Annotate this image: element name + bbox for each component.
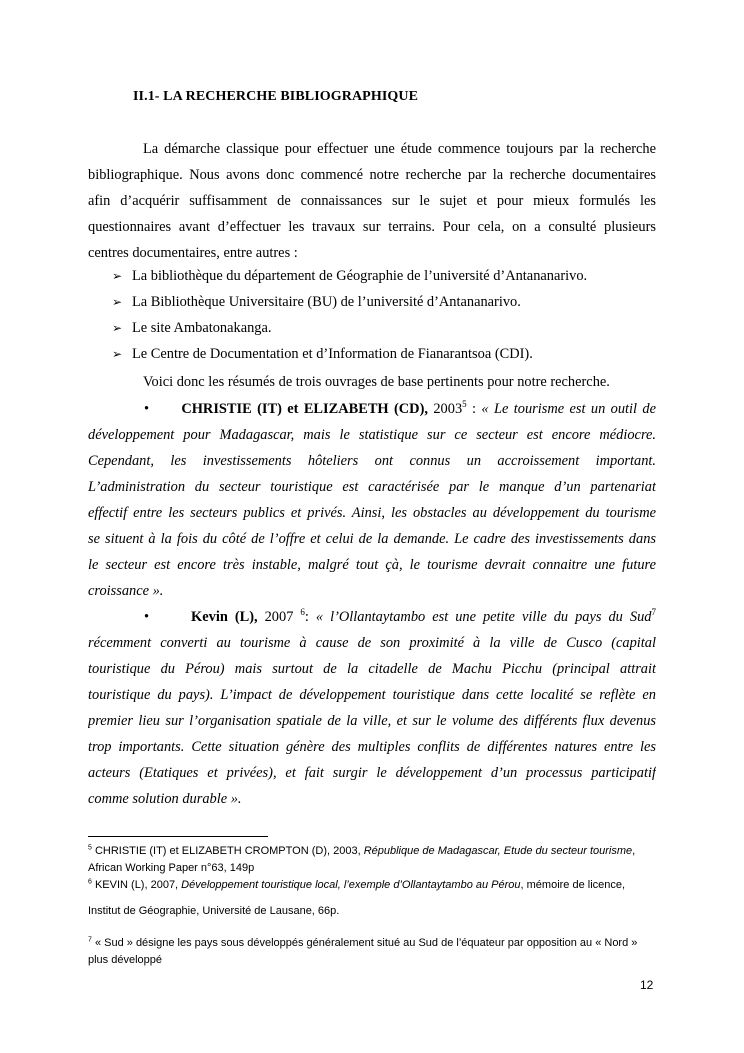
quote-line: se situent à la fois du côté de l’offre et celui de la demande. Le cadre des investissements dans (88, 531, 656, 547)
footnote-text: « Sud » désigne les pays sous développés généralement situé au Sud de l’équateur par opposition au « Nord » (91, 937, 638, 949)
footnote-number: 7 (88, 936, 92, 944)
reference-first-line (88, 396, 656, 422)
list-item (112, 289, 587, 315)
list-item-text: La Bibliothèque Universitaire (BU) de l’université d’Antananarivo. (132, 294, 521, 310)
quote-line: le secteur est encore très instable, malgré tout çà, le tourisme devrait connaitre une future (88, 557, 656, 573)
quote-line: L’administration du secteur touristique est caractérisée par le manque d’un partenariat (88, 479, 656, 495)
quote-line: touristique du pays). L’impact de développement touristique dans cette localité se reflète en (88, 687, 656, 703)
list-item (112, 263, 587, 289)
reference-authors: Kevin (L), (191, 609, 258, 625)
footnote-text: CHRISTIE (IT) et ELIZABETH CROMPTON (D), 2003, (91, 845, 364, 857)
quote-line: touristique du Pérou) mais surtout de la citadelle de Machu Picchu (principal attrait (88, 661, 656, 677)
footnote-5 (88, 843, 656, 877)
list-item-text: La bibliothèque du département de Géographie de l’université d’Antananarivo. (132, 268, 588, 284)
footnote-line: African Working Paper n°63, 149p (88, 862, 255, 874)
list-item-text: Le Centre de Documentation et d’Information de Fianarantsoa (CDI). (132, 346, 533, 362)
quote-line: acteurs (Etatiques et privées), et fait surgir le développement d’un processus participatif (88, 765, 656, 781)
arrow-bullet-icon: ➢ (112, 347, 123, 361)
footnote-line (88, 843, 656, 860)
footnote-number: 5 (88, 844, 92, 852)
quote-line: comme solution durable ». (88, 791, 242, 807)
arrow-bullet-icon: ➢ (112, 321, 123, 335)
intro-line: bibliographique. Nous avons donc commencé notre recherche par la recherche documentaires (88, 167, 656, 183)
quote-line: Cependant, les investissements hôteliers ont connus un accroissement important. (88, 453, 656, 469)
centres-list (112, 263, 587, 367)
list-item-text: Le site Ambatonakanga. (132, 320, 272, 336)
footnote-line (88, 935, 656, 952)
footnote-separator (88, 836, 268, 837)
quote-line: récemment converti au tourisme à cause de son proximité à la ville de Cusco (capital (88, 635, 656, 651)
quote-line: premier lieu sur l’organisation spatiale de la ville, et sur le volume des différents flux devenus (88, 713, 656, 729)
footnote-line (88, 877, 656, 894)
reference-quote-start: « Le tourisme est un outil de (481, 401, 656, 417)
footnote-number: 6 (88, 878, 92, 886)
footnote-ref: 5 (462, 399, 467, 410)
arrow-bullet-icon: ➢ (112, 269, 123, 283)
footnote-line: Institut de Géographie, Université de Lausane, 66p. (88, 905, 340, 917)
reference-christie (88, 396, 656, 604)
footnote-6 (88, 877, 656, 920)
arrow-bullet-icon: ➢ (112, 295, 123, 309)
footnote-ref: 7 (651, 607, 656, 618)
footnote-title: République de Madagascar, Etude du secteur tourisme (363, 845, 633, 857)
quote-line: croissance ». (88, 583, 164, 599)
quote-line: développement pour Madagascar, mais le statistique sur ce secteur est encore médiocre. (88, 427, 656, 443)
bullet: • (144, 401, 150, 417)
footnote-title: Développement touristique local, l’exemple d’Ollantaytambo au Pérou (181, 879, 521, 891)
quote-line: effectif entre les secteurs publics et privés. Ainsi, les obstacles au développement du tourisme (88, 505, 656, 521)
voici-paragraph (88, 369, 656, 395)
footnote-text: , (632, 845, 636, 857)
bullet: • (144, 609, 150, 625)
intro-line: questionnaires avant d’effectuer les travaux sur terrains. Pour cela, on a consulté plusieurs (88, 219, 656, 235)
intro-line: centres documentaires, entre autres : (88, 245, 298, 261)
section-heading: II.1- LA RECHERCHE BIBLIOGRAPHIQUE (133, 89, 419, 104)
footnote-ref: 6 (300, 607, 305, 618)
footnote-line: plus développé (88, 954, 163, 966)
footnote-7 (88, 935, 656, 969)
reference-year: 2003 (433, 401, 463, 417)
reference-first-line (88, 604, 656, 630)
reference-kevin (88, 604, 656, 812)
list-item (112, 341, 587, 367)
quote-line: trop importants. Cette situation génère des multiples conflits de différentes natures entre les (88, 739, 656, 755)
intro-line: afin d’acquérir suffisamment de connaissances sur le sujet et pour mieux formulés les (88, 193, 656, 209)
reference-quote-start: « l’Ollantaytambo est une petite ville du pays du Sud (315, 609, 652, 625)
intro-line: La démarche classique pour effectuer une étude commence toujours par la recherche (143, 141, 656, 157)
footnote-text: , mémoire de licence, (520, 879, 626, 891)
list-item (112, 315, 587, 341)
colon: : (466, 401, 482, 417)
colon: : (304, 609, 309, 625)
reference-year: 2007 (264, 609, 294, 625)
intro-paragraph (88, 136, 656, 266)
footnote-text: KEVIN (L), 2007, (91, 879, 182, 891)
page-number: 12 (640, 978, 654, 992)
reference-authors: CHRISTIE (IT) et ELIZABETH (CD), (181, 401, 428, 417)
voici-line: Voici donc les résumés de trois ouvrages de base pertinents pour notre recherche. (143, 374, 610, 390)
